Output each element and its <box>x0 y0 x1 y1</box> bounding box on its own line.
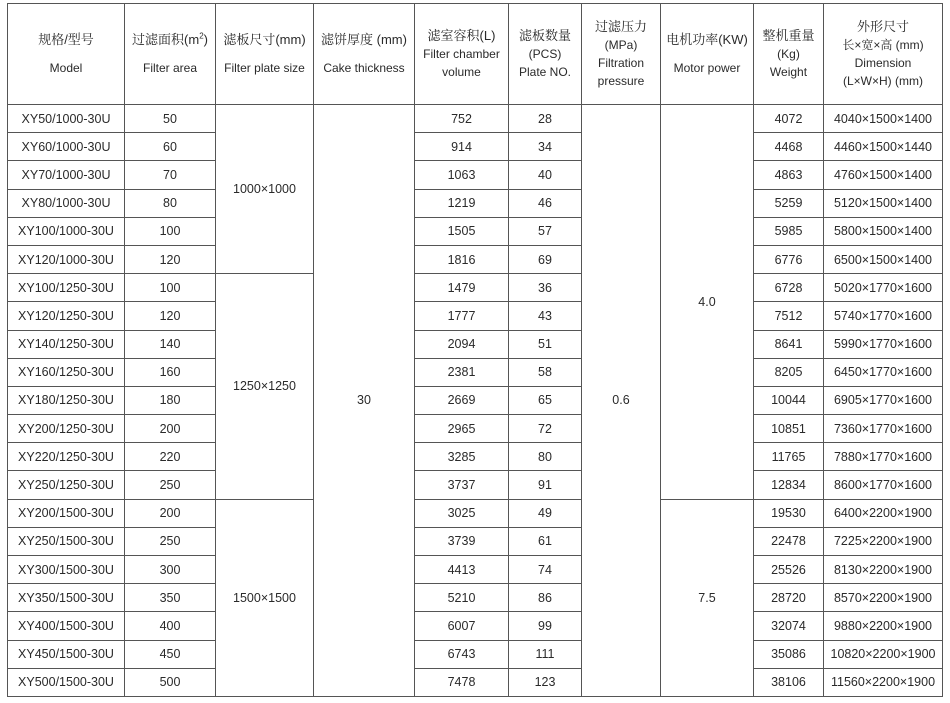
model-cell: XY120/1250-30U <box>8 302 125 330</box>
plate-number-cell: 49 <box>509 499 582 527</box>
dimension-cell: 7360×1770×1600 <box>824 415 943 443</box>
cake-thickness-cell: 30 <box>314 105 415 697</box>
table-row <box>8 612 943 640</box>
plate-number-cell: 91 <box>509 471 582 499</box>
dimension-cell: 5120×1500×1400 <box>824 189 943 217</box>
header-row <box>8 4 943 105</box>
table-row <box>8 584 943 612</box>
plate-number-cell: 40 <box>509 161 582 189</box>
chamber-volume-cell: 3285 <box>415 443 509 471</box>
chamber-volume-cell: 5210 <box>415 584 509 612</box>
table-row <box>8 443 943 471</box>
chamber-volume-cell: 1777 <box>415 302 509 330</box>
filter-area-cell: 200 <box>125 499 216 527</box>
dimension-cell: 5990×1770×1600 <box>824 330 943 358</box>
chamber-volume-cell: 2669 <box>415 386 509 414</box>
weight-cell: 11765 <box>754 443 824 471</box>
table-row <box>8 330 943 358</box>
model-cell: XY200/1500-30U <box>8 499 125 527</box>
dimension-cell: 11560×2200×1900 <box>824 668 943 696</box>
chamber-volume-cell: 1219 <box>415 189 509 217</box>
filter-area-cell: 450 <box>125 640 216 668</box>
weight-cell: 35086 <box>754 640 824 668</box>
plate-number-cell: 80 <box>509 443 582 471</box>
header-plate-size: 滤板尺寸(mm) Filter plate size <box>216 4 314 105</box>
weight-cell: 4863 <box>754 161 824 189</box>
filter-area-cell: 350 <box>125 584 216 612</box>
chamber-volume-cell: 7478 <box>415 668 509 696</box>
plate-number-cell: 69 <box>509 245 582 273</box>
plate-number-cell: 58 <box>509 358 582 386</box>
weight-cell: 7512 <box>754 302 824 330</box>
table-body <box>8 105 943 697</box>
model-cell: XY120/1000-30U <box>8 245 125 273</box>
model-cell: XY60/1000-30U <box>8 133 125 161</box>
filter-area-cell: 80 <box>125 189 216 217</box>
plate-size-cell: 1500×1500 <box>216 499 314 696</box>
plate-number-cell: 28 <box>509 105 582 133</box>
dimension-cell: 4460×1500×1440 <box>824 133 943 161</box>
model-cell: XY100/1250-30U <box>8 274 125 302</box>
model-cell: XY200/1250-30U <box>8 415 125 443</box>
plate-number-cell: 72 <box>509 415 582 443</box>
header-plate-number: 滤板数量 (PCS) Plate NO. <box>509 4 582 105</box>
header-filtration-pressure: 过滤压力 (MPa) Filtration pressure <box>582 4 661 105</box>
motor-power-cell: 7.5 <box>661 499 754 696</box>
filter-area-cell: 100 <box>125 217 216 245</box>
dimension-cell: 7880×1770×1600 <box>824 443 943 471</box>
header-dimension: 外形尺寸 长×宽×高 (mm) Dimension (L×W×H) (mm) <box>824 4 943 105</box>
table-row <box>8 217 943 245</box>
plate-number-cell: 57 <box>509 217 582 245</box>
plate-number-cell: 123 <box>509 668 582 696</box>
table-row <box>8 358 943 386</box>
chamber-volume-cell: 4413 <box>415 556 509 584</box>
plate-number-cell: 34 <box>509 133 582 161</box>
chamber-volume-cell: 914 <box>415 133 509 161</box>
weight-cell: 38106 <box>754 668 824 696</box>
dimension-cell: 5020×1770×1600 <box>824 274 943 302</box>
table-row <box>8 556 943 584</box>
dimension-cell: 10820×2200×1900 <box>824 640 943 668</box>
header-chamber-volume: 滤室容积(L) Filter chamber volume <box>415 4 509 105</box>
header-weight: 整机重量 (Kg) Weight <box>754 4 824 105</box>
dimension-cell: 7225×2200×1900 <box>824 527 943 555</box>
plate-number-cell: 43 <box>509 302 582 330</box>
table-row <box>8 386 943 414</box>
filter-area-cell: 100 <box>125 274 216 302</box>
dimension-cell: 6905×1770×1600 <box>824 386 943 414</box>
filter-area-cell: 120 <box>125 302 216 330</box>
header-model: 规格/型号 Model <box>8 4 125 105</box>
motor-power-cell: 4.0 <box>661 105 754 500</box>
plate-number-cell: 86 <box>509 584 582 612</box>
dimension-cell: 8600×1770×1600 <box>824 471 943 499</box>
filter-area-cell: 140 <box>125 330 216 358</box>
model-cell: XY220/1250-30U <box>8 443 125 471</box>
plate-number-cell: 74 <box>509 556 582 584</box>
dimension-cell: 9880×2200×1900 <box>824 612 943 640</box>
table-row <box>8 415 943 443</box>
chamber-volume-cell: 6743 <box>415 640 509 668</box>
chamber-volume-cell: 1816 <box>415 245 509 273</box>
filter-area-cell: 500 <box>125 668 216 696</box>
plate-number-cell: 111 <box>509 640 582 668</box>
weight-cell: 10044 <box>754 386 824 414</box>
table-row <box>8 245 943 273</box>
weight-cell: 28720 <box>754 584 824 612</box>
table-row <box>8 105 943 133</box>
model-cell: XY100/1000-30U <box>8 217 125 245</box>
filter-area-cell: 250 <box>125 471 216 499</box>
dimension-cell: 5740×1770×1600 <box>824 302 943 330</box>
chamber-volume-cell: 2094 <box>415 330 509 358</box>
model-cell: XY450/1500-30U <box>8 640 125 668</box>
model-cell: XY180/1250-30U <box>8 386 125 414</box>
chamber-volume-cell: 1063 <box>415 161 509 189</box>
filter-area-cell: 300 <box>125 556 216 584</box>
filter-area-cell: 400 <box>125 612 216 640</box>
chamber-volume-cell: 3737 <box>415 471 509 499</box>
model-cell: XY300/1500-30U <box>8 556 125 584</box>
table-row <box>8 471 943 499</box>
table-row <box>8 302 943 330</box>
filter-area-cell: 60 <box>125 133 216 161</box>
filter-area-cell: 160 <box>125 358 216 386</box>
table-row <box>8 640 943 668</box>
chamber-volume-cell: 3025 <box>415 499 509 527</box>
chamber-volume-cell: 752 <box>415 105 509 133</box>
filtration-pressure-cell: 0.6 <box>582 105 661 697</box>
plate-number-cell: 51 <box>509 330 582 358</box>
weight-cell: 5985 <box>754 217 824 245</box>
weight-cell: 32074 <box>754 612 824 640</box>
weight-cell: 4468 <box>754 133 824 161</box>
model-cell: XY400/1500-30U <box>8 612 125 640</box>
model-cell: XY80/1000-30U <box>8 189 125 217</box>
model-cell: XY250/1500-30U <box>8 527 125 555</box>
model-cell: XY50/1000-30U <box>8 105 125 133</box>
weight-cell: 6776 <box>754 245 824 273</box>
table-row <box>8 668 943 696</box>
filter-area-cell: 120 <box>125 245 216 273</box>
weight-cell: 19530 <box>754 499 824 527</box>
weight-cell: 5259 <box>754 189 824 217</box>
chamber-volume-cell: 2381 <box>415 358 509 386</box>
chamber-volume-cell: 3739 <box>415 527 509 555</box>
dimension-cell: 4040×1500×1400 <box>824 105 943 133</box>
header-motor-power: 电机功率(KW) Motor power <box>661 4 754 105</box>
table-row <box>8 133 943 161</box>
plate-size-cell: 1000×1000 <box>216 105 314 274</box>
header-cake-thickness: 滤饼厚度 (mm) Cake thickness <box>314 4 415 105</box>
dimension-cell: 6450×1770×1600 <box>824 358 943 386</box>
filter-area-cell: 200 <box>125 415 216 443</box>
weight-cell: 25526 <box>754 556 824 584</box>
filter-area-cell: 50 <box>125 105 216 133</box>
model-cell: XY500/1500-30U <box>8 668 125 696</box>
weight-cell: 8205 <box>754 358 824 386</box>
dimension-cell: 4760×1500×1400 <box>824 161 943 189</box>
chamber-volume-cell: 1505 <box>415 217 509 245</box>
weight-cell: 10851 <box>754 415 824 443</box>
table-row <box>8 189 943 217</box>
dimension-cell: 5800×1500×1400 <box>824 217 943 245</box>
plate-number-cell: 36 <box>509 274 582 302</box>
filter-press-spec-table <box>7 3 943 697</box>
plate-number-cell: 61 <box>509 527 582 555</box>
table-row <box>8 161 943 189</box>
model-cell: XY250/1250-30U <box>8 471 125 499</box>
chamber-volume-cell: 1479 <box>415 274 509 302</box>
model-cell: XY160/1250-30U <box>8 358 125 386</box>
dimension-cell: 8130×2200×1900 <box>824 556 943 584</box>
plate-number-cell: 65 <box>509 386 582 414</box>
header-filter-area: 过滤面积$(m^2)$ Filter area <box>125 4 216 105</box>
dimension-cell: 6400×2200×1900 <box>824 499 943 527</box>
table-row <box>8 527 943 555</box>
weight-cell: 22478 <box>754 527 824 555</box>
model-cell: XY70/1000-30U <box>8 161 125 189</box>
weight-cell: 4072 <box>754 105 824 133</box>
model-cell: XY350/1500-30U <box>8 584 125 612</box>
dimension-cell: 6500×1500×1400 <box>824 245 943 273</box>
table-row <box>8 274 943 302</box>
plate-number-cell: 46 <box>509 189 582 217</box>
plate-number-cell: 99 <box>509 612 582 640</box>
dimension-cell: 8570×2200×1900 <box>824 584 943 612</box>
weight-cell: 8641 <box>754 330 824 358</box>
table-row <box>8 499 943 527</box>
filter-area-cell: 250 <box>125 527 216 555</box>
chamber-volume-cell: 2965 <box>415 415 509 443</box>
filter-area-cell: 180 <box>125 386 216 414</box>
filter-area-cell: 70 <box>125 161 216 189</box>
weight-cell: 12834 <box>754 471 824 499</box>
weight-cell: 6728 <box>754 274 824 302</box>
filter-area-cell: 220 <box>125 443 216 471</box>
model-cell: XY140/1250-30U <box>8 330 125 358</box>
chamber-volume-cell: 6007 <box>415 612 509 640</box>
plate-size-cell: 1250×1250 <box>216 274 314 500</box>
